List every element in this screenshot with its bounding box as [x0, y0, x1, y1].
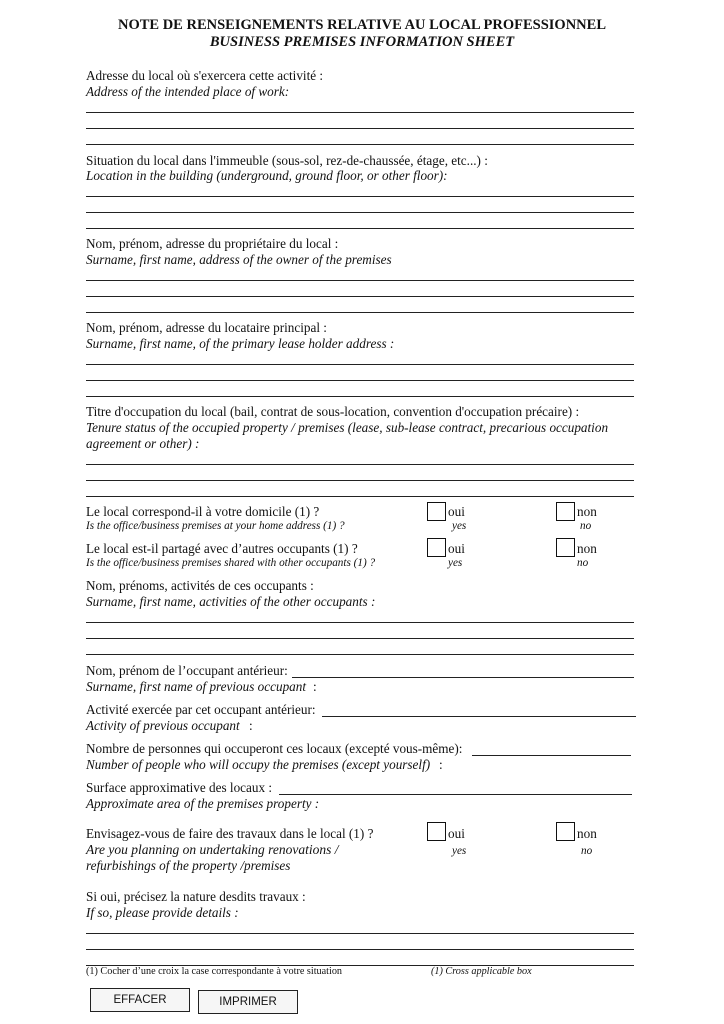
tenure-label-en-2: agreement or other) : [86, 436, 200, 451]
works-question-en-2: refurbishings of the property /premises [86, 858, 291, 873]
occupants-label-fr: Nom, prénoms, activités de ces occupants : [86, 578, 314, 593]
leaseholder-label-fr: Nom, prénom, adresse du locataire principal : [86, 320, 327, 335]
location-label-en: Location in the building (underground, ground floor, or other floor): [86, 168, 448, 183]
leaseholder-input-line-1[interactable] [86, 364, 634, 365]
address-label-fr: Adresse du local où s'exercera cette activité : [86, 68, 324, 83]
footnote-fr: (1) Cocher d’une croix la case correspondante à votre situation [86, 966, 343, 977]
previous-label-fr: Nom, prénom de l’occupant antérieur: [86, 663, 288, 678]
activity-label-en: Activity of previous occupant [86, 718, 240, 733]
tenure-label-en-1: Tenure status of the occupied property / premises (lease, sub-lease contract, precarious occupation [86, 420, 609, 435]
occupants-input-line-1[interactable] [86, 622, 634, 623]
page-subtitle: BUSINESS PREMISES INFORMATION SHEET [209, 34, 515, 50]
home-no-checkbox[interactable] [556, 502, 575, 521]
leaseholder-input-line-3[interactable] [86, 396, 634, 397]
activity-label-colon: : [249, 718, 253, 733]
location-input-line-3[interactable] [86, 228, 634, 229]
previous-label-en: Surname, first name of previous occupant [86, 679, 307, 694]
home-yes-checkbox[interactable] [427, 502, 446, 521]
area-input-line[interactable] [279, 794, 632, 795]
address-input-line-3[interactable] [86, 144, 634, 145]
home-yes-label-en: yes [452, 520, 467, 532]
address-label-en: Address of the intended place of work: [86, 84, 290, 99]
home-question-en: Is the office/business premises at your home address (1) ? [86, 520, 345, 532]
works-no-label: non [577, 826, 597, 841]
owner-label-en: Surname, first name, address of the owner of the premises [86, 252, 392, 267]
clear-button[interactable]: EFFACER [90, 988, 190, 1012]
print-button[interactable]: IMPRIMER [198, 990, 298, 1014]
works-yes-checkbox[interactable] [427, 822, 446, 841]
home-no-label-en: no [580, 520, 592, 532]
tenure-label-fr: Titre d'occupation du local (bail, contrat de sous-location, convention d'occupation précaire) : [86, 404, 580, 419]
details-input-line-1[interactable] [86, 933, 634, 934]
address-input-line-2[interactable] [86, 128, 634, 129]
details-label-fr: Si oui, précisez la nature desdits travaux : [86, 889, 306, 904]
shared-yes-checkbox[interactable] [427, 538, 446, 557]
address-input-line-1[interactable] [86, 112, 634, 113]
occupants-label-en: Surname, first name, activities of the other occupants : [86, 594, 376, 609]
details-input-line-2[interactable] [86, 949, 634, 950]
shared-question-fr: Le local est-il partagé avec d’autres occupants (1) ? [86, 541, 358, 556]
leaseholder-input-line-2[interactable] [86, 380, 634, 381]
shared-question-en: Is the office/business premises shared with other occupants (1) ? [86, 557, 376, 569]
works-question-en-1: Are you planning on undertaking renovations / [86, 842, 339, 857]
works-no-checkbox[interactable] [556, 822, 575, 841]
footnote-en: (1) Cross applicable box [431, 966, 532, 977]
shared-no-label: non [577, 541, 597, 556]
works-no-label-en: no [581, 845, 593, 857]
previous-label-colon: : [313, 679, 317, 694]
owner-input-line-1[interactable] [86, 280, 634, 281]
leaseholder-label-en: Surname, first name, of the primary lease holder address : [86, 336, 395, 351]
people-label-fr: Nombre de personnes qui occuperont ces locaux (excepté vous-même): [86, 741, 463, 756]
previous-input-line[interactable] [292, 677, 634, 678]
people-label-en: Number of people who will occupy the premises (except yourself) [86, 757, 431, 772]
owner-label-fr: Nom, prénom, adresse du propriétaire du local : [86, 236, 339, 251]
shared-yes-label: oui [448, 541, 465, 556]
works-yes-label: oui [448, 826, 465, 841]
tenure-input-line-2[interactable] [86, 480, 634, 481]
location-input-line-1[interactable] [86, 196, 634, 197]
home-yes-label: oui [448, 504, 465, 519]
works-question-fr: Envisagez-vous de faire des travaux dans le local (1) ? [86, 826, 374, 841]
tenure-input-line-3[interactable] [86, 496, 634, 497]
occupants-input-line-3[interactable] [86, 654, 634, 655]
people-label-colon: : [439, 757, 443, 772]
owner-input-line-3[interactable] [86, 312, 634, 313]
activity-input-line[interactable] [322, 716, 636, 717]
location-input-line-2[interactable] [86, 212, 634, 213]
area-label-en: Approximate area of the premises property : [86, 796, 320, 811]
shared-no-checkbox[interactable] [556, 538, 575, 557]
home-question-fr: Le local correspond-il à votre domicile (1) ? [86, 504, 320, 519]
tenure-input-line-1[interactable] [86, 464, 634, 465]
shared-no-label-en: no [577, 557, 589, 569]
details-label-en: If so, please provide details : [86, 905, 239, 920]
occupants-input-line-2[interactable] [86, 638, 634, 639]
people-input-line[interactable] [472, 755, 631, 756]
page-title: NOTE DE RENSEIGNEMENTS RELATIVE AU LOCAL PROFESSIONNEL [117, 17, 606, 33]
owner-input-line-2[interactable] [86, 296, 634, 297]
works-yes-label-en: yes [452, 845, 467, 857]
home-no-label: non [577, 504, 597, 519]
shared-yes-label-en: yes [448, 557, 463, 569]
location-label-fr: Situation du local dans l'immeuble (sous-sol, rez-de-chaussée, étage, etc...) : [86, 153, 488, 168]
area-label-fr: Surface approximative des locaux : [86, 780, 273, 795]
activity-label-fr: Activité exercée par cet occupant antérieur: [86, 702, 316, 717]
